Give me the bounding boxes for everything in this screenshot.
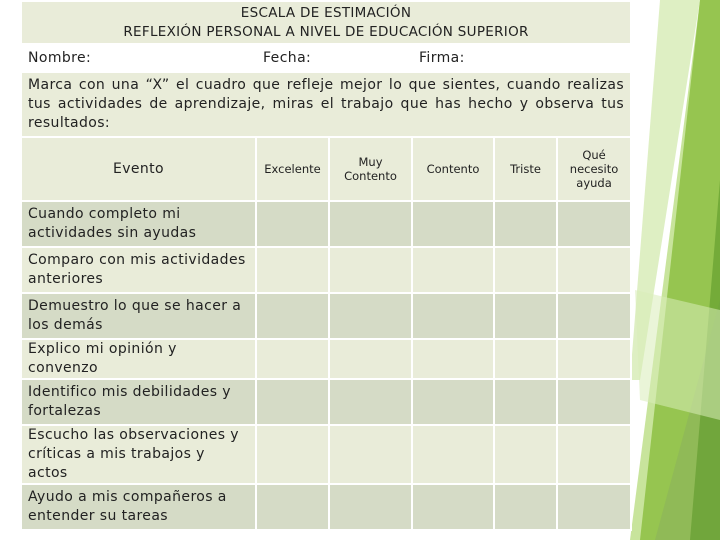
event-label: Ayudo a mis compañeros a entender su tareas bbox=[21, 484, 256, 530]
rating-cell[interactable] bbox=[557, 201, 631, 247]
column-header-excelente: Excelente bbox=[256, 137, 329, 201]
rating-cell[interactable] bbox=[494, 247, 557, 293]
table-row bbox=[21, 425, 631, 484]
rating-cell[interactable] bbox=[329, 293, 412, 339]
rating-cell[interactable] bbox=[412, 425, 494, 484]
event-label: Cuando completo mi actividades sin ayudas bbox=[21, 201, 256, 247]
title-line-1: ESCALA DE ESTIMACIÓN bbox=[240, 4, 412, 21]
rating-cell[interactable] bbox=[256, 201, 329, 247]
rating-cell[interactable] bbox=[256, 425, 329, 484]
rating-cell[interactable] bbox=[256, 293, 329, 339]
estimation-scale-table bbox=[20, 0, 632, 531]
column-header-contento: Contento bbox=[412, 137, 494, 201]
rating-cell[interactable] bbox=[329, 379, 412, 425]
document-title bbox=[21, 1, 631, 44]
nombre-field[interactable] bbox=[21, 44, 256, 72]
rating-cell[interactable] bbox=[329, 484, 412, 530]
table-row bbox=[21, 201, 631, 247]
rating-cell[interactable] bbox=[412, 247, 494, 293]
event-label: Escucho las observaciones y críticas a mis trabajos y actos bbox=[21, 425, 256, 484]
rating-cell[interactable] bbox=[256, 339, 329, 379]
rating-cell[interactable] bbox=[557, 339, 631, 379]
column-header-muy-contento: Muy Contento bbox=[329, 137, 412, 201]
table-row bbox=[21, 379, 631, 425]
rating-cell[interactable] bbox=[494, 201, 557, 247]
rating-cell[interactable] bbox=[494, 339, 557, 379]
rating-cell[interactable] bbox=[329, 247, 412, 293]
fecha-label: Fecha: bbox=[263, 50, 312, 66]
rating-cell[interactable] bbox=[412, 379, 494, 425]
column-header-triste: Triste bbox=[494, 137, 557, 201]
event-label: Demuestro lo que se hacer a los demás bbox=[21, 293, 256, 339]
rating-cell[interactable] bbox=[256, 484, 329, 530]
rating-cell[interactable] bbox=[494, 293, 557, 339]
rating-cell[interactable] bbox=[557, 247, 631, 293]
event-label: Comparo con mis actividades anteriores bbox=[21, 247, 256, 293]
rating-cell[interactable] bbox=[256, 247, 329, 293]
rating-cell[interactable] bbox=[329, 425, 412, 484]
rating-cell[interactable] bbox=[329, 201, 412, 247]
rating-cell[interactable] bbox=[494, 484, 557, 530]
rating-cell[interactable] bbox=[557, 425, 631, 484]
rating-cell[interactable] bbox=[494, 425, 557, 484]
table-row bbox=[21, 293, 631, 339]
firma-label: Firma: bbox=[419, 50, 465, 66]
nombre-label: Nombre: bbox=[28, 50, 92, 66]
table-row bbox=[21, 484, 631, 530]
rating-cell[interactable] bbox=[557, 379, 631, 425]
rating-cell[interactable] bbox=[494, 379, 557, 425]
table-row bbox=[21, 247, 631, 293]
table-row bbox=[21, 339, 631, 379]
column-header-necesito-ayuda: Qué necesito ayuda bbox=[557, 137, 631, 201]
rating-cell[interactable] bbox=[412, 484, 494, 530]
rating-cell[interactable] bbox=[412, 293, 494, 339]
rating-cell[interactable] bbox=[412, 339, 494, 379]
rating-cell[interactable] bbox=[256, 379, 329, 425]
event-label: Explico mi opinión y convenzo bbox=[21, 339, 256, 379]
rating-cell[interactable] bbox=[329, 339, 412, 379]
firma-field[interactable] bbox=[412, 44, 631, 72]
fecha-field[interactable] bbox=[256, 44, 412, 72]
event-label: Identifico mis debilidades y fortalezas bbox=[21, 379, 256, 425]
instructions: Marca con una “X” el cuadro que refleje mejor lo que sientes, cuando realizas tus actividades de aprendizaje, miras el trabajo que has hecho y observa tus resultados: bbox=[21, 72, 631, 137]
rating-cell[interactable] bbox=[557, 293, 631, 339]
title-line-2: REFLEXIÓN PERSONAL A NIVEL DE EDUCACIÓN SUPERIOR bbox=[123, 23, 529, 40]
rating-cell[interactable] bbox=[412, 201, 494, 247]
rating-cell[interactable] bbox=[557, 484, 631, 530]
event-header: Evento bbox=[21, 137, 256, 201]
